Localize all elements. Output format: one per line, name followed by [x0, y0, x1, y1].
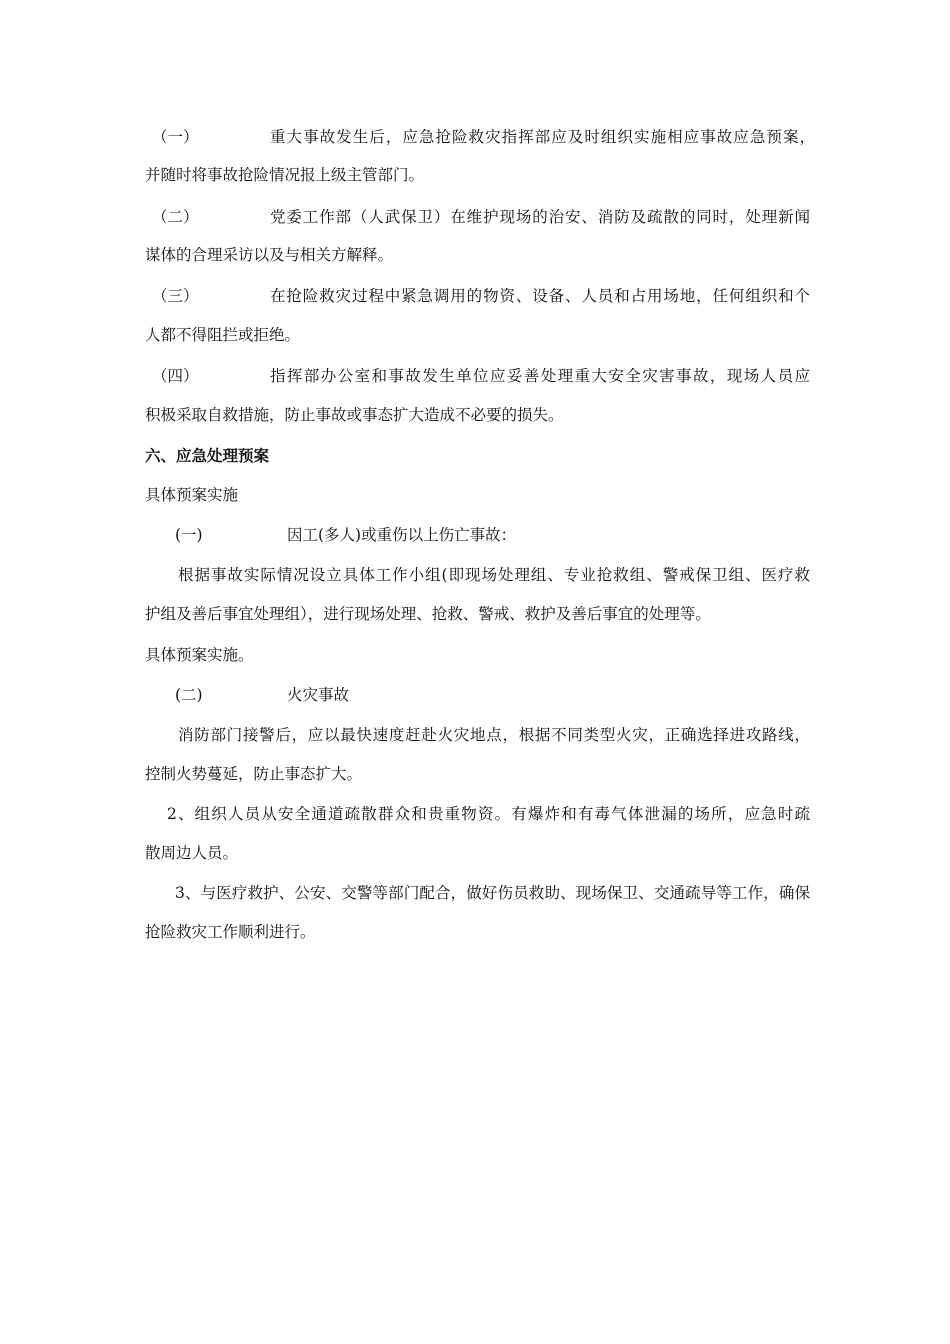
section-heading: 六、应急处理预案: [145, 447, 270, 465]
sub-label: (一): [175, 526, 203, 544]
item-text: 人都不得阻拦或拒绝。: [145, 326, 301, 344]
item-text: 积极采取自救措施，防止事故或事态扩大造成不必要的损失。: [145, 406, 564, 424]
item-label: （四）: [152, 367, 199, 385]
item-text: 在抢险救灾过程中紧急调用的物资、设备、人员和占用场地，任何组织和个: [270, 287, 810, 305]
paragraph-text: 根据事故实际情况设立具体工作小组(即现场处理组、专业抢救组、警戒保卫组、医疗救: [178, 566, 810, 584]
item-label: （二）: [152, 208, 199, 226]
paragraph-text: 抢险救灾工作顺利进行。: [145, 923, 316, 941]
sub-title: 火灾事故: [287, 686, 350, 704]
item-text: 指挥部办公室和事故发生单位应妥善处理重大安全灾害事故，现场人员应: [270, 367, 810, 385]
item-text: 党委工作部（人武保卫）在维护现场的治安、消防及疏散的同时，处理新闻: [270, 208, 810, 226]
paragraph-text: 散周边人员。: [145, 844, 239, 862]
item-text: 并随时将事故抢险情况报上级主管部门。: [145, 166, 425, 184]
sub-title: 因工(多人)或重伤以上伤亡事故：: [287, 526, 517, 544]
item-text: 谋体的合理采访以及与相关方解释。: [145, 246, 394, 264]
item-label: （三）: [152, 287, 199, 305]
paragraph-text: 控制火势蔓延，防止事态扩大。: [145, 765, 363, 783]
section-intro: 具体预案实施: [145, 486, 239, 504]
sub-label: (二): [175, 686, 203, 704]
paragraph-text: 消防部门接警后，应以最快速度赶赴火灾地点，根据不同类型火灾，正确选择进攻路线，: [178, 726, 810, 744]
item-label: （一）: [152, 128, 199, 146]
paragraph-text: 3、与医疗救护、公安、交警等部门配合，做好伤员救助、现场保卫、交通疏导等工作，确保: [175, 884, 810, 902]
paragraph-text: 护组及善后事宜处理组），进行现场处理、抢救、警戒、救护及善后事宜的处理等。: [145, 605, 711, 623]
section-intro: 具体预案实施。: [145, 646, 254, 664]
item-text: 重大事故发生后，应急抢险救灾指挥部应及时组织实施相应事故应急预案，: [270, 128, 815, 146]
paragraph-text: 2、组织人员从安全通道疏散群众和贵重物资。有爆炸和有毒气体泄漏的场所，应急时疏: [167, 805, 810, 823]
